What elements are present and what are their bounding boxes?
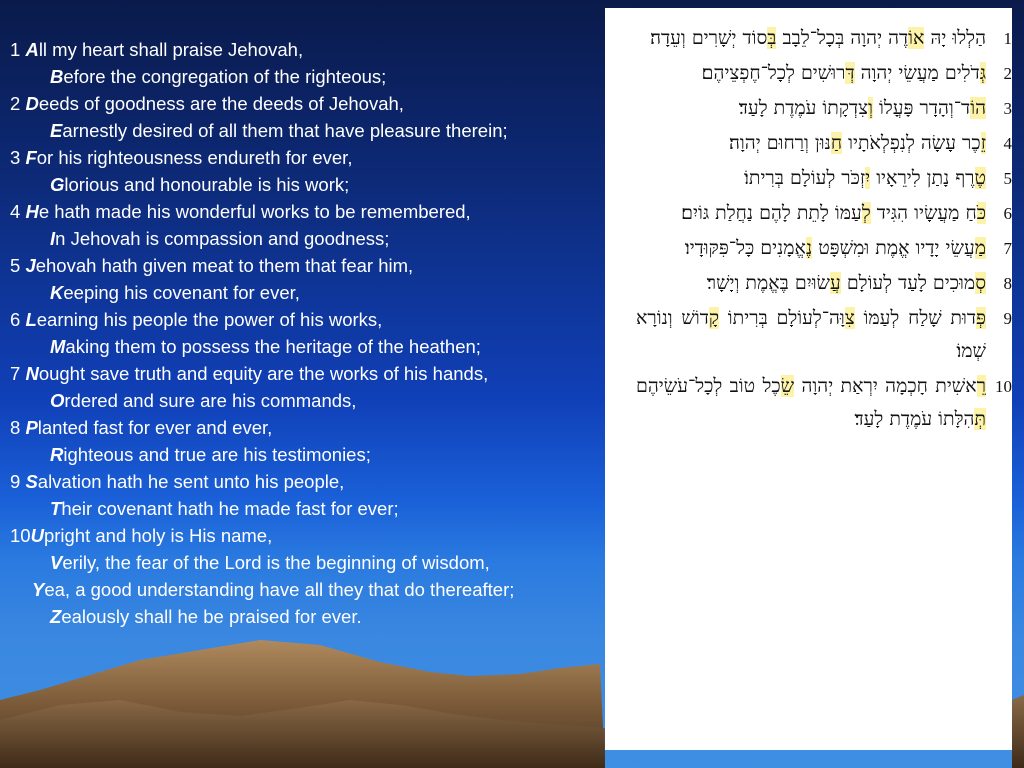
hebrew-text: אֱמָנִים כָּל־פִּקּוּדָיו׃ bbox=[684, 237, 806, 259]
hebrew-text: רוּשִׁים לְכָל־חֶפְצֵיהֶם׃ bbox=[701, 62, 846, 84]
hebrew-verse bbox=[636, 92, 1012, 125]
hebrew-verse bbox=[636, 267, 1012, 300]
verse-line-b bbox=[10, 549, 610, 576]
hebrew-text: צִדְקָתוֹ עֹמֶדֶת לָעַד׃ bbox=[738, 97, 869, 119]
verse-line-a bbox=[10, 360, 610, 387]
verse-number: 8 bbox=[10, 417, 26, 438]
acrostic-letter: V bbox=[50, 552, 63, 573]
verse-text: rdered and sure are his commands, bbox=[64, 390, 357, 411]
verse-text: e hath made his wonderful works to be remembered, bbox=[38, 201, 471, 222]
highlighted-acrostic-letter: גְּ bbox=[979, 62, 986, 84]
hebrew-text: וָּה־לְעוֹלָם בְּרִיתוֹ bbox=[719, 307, 845, 329]
verse-text: ll my heart shall praise Jehovah, bbox=[38, 39, 304, 60]
hebrew-text: עַמּוֹ לָתֵת לָהֶם נַחֲלַת גּוֹיִם׃ bbox=[681, 202, 862, 224]
hebrew-verse bbox=[636, 302, 1012, 368]
verse-text: aking them to possess the heritage of the heathen; bbox=[65, 336, 481, 357]
verse-text: or his righteousness endureth for ever, bbox=[36, 147, 353, 168]
verse-text: pright and holy is His name, bbox=[43, 525, 273, 546]
hebrew-text: נּוּן וְרַחוּם יְהוָה׃ bbox=[728, 132, 831, 154]
hebrew-verse-number: 2 bbox=[1003, 64, 1012, 83]
highlighted-acrostic-letter: צִ bbox=[844, 307, 855, 329]
verse-number: 4 bbox=[10, 201, 26, 222]
verse-line-a bbox=[10, 468, 610, 495]
highlighted-acrostic-letter: דְּ bbox=[845, 62, 855, 84]
hebrew-verse bbox=[636, 22, 1012, 55]
hebrew-text: דוֹשׁ וְנוֹרָא שְׁמוֹ׃ bbox=[636, 307, 986, 362]
highlighted-acrostic-letter: טֶ bbox=[974, 167, 986, 189]
highlighted-acrostic-letter: מַ bbox=[974, 237, 986, 259]
hebrew-verse bbox=[636, 232, 1012, 265]
hebrew-text: סוֹד יְשָׁרִים וְעֵדָה׃ bbox=[650, 27, 768, 49]
highlighted-acrostic-letter: יִ bbox=[865, 167, 871, 189]
hebrew-verse-number: 3 bbox=[1003, 99, 1012, 118]
hebrew-verse-number: 4 bbox=[1003, 134, 1012, 153]
verse-text: ighteous and true are his testimonies; bbox=[63, 444, 371, 465]
acrostic-letter: Z bbox=[50, 606, 62, 627]
hebrew-text: הִלָּתוֹ עֹמֶדֶת לָעַד׃ bbox=[854, 408, 975, 430]
hebrew-text: הַלְלוּ יָהּ bbox=[924, 27, 986, 49]
highlighted-acrostic-letter: עֲ bbox=[830, 272, 841, 294]
hebrew-verse-number: 5 bbox=[1003, 169, 1012, 188]
verse-number: 3 bbox=[10, 147, 26, 168]
hebrew-text: דֶה יְהוָה בְּכָל־לֵבָב bbox=[776, 27, 909, 49]
hebrew-text-panel bbox=[605, 8, 1012, 750]
hebrew-text: דֹלִים מַעֲשֵׂי יְהוָה bbox=[854, 62, 980, 84]
hebrew-verse-number: 9 bbox=[1003, 309, 1012, 328]
acrostic-letter: G bbox=[50, 174, 65, 195]
verse-line-z bbox=[10, 603, 610, 630]
verse-text: erily, the fear of the Lord is the beginning of wisdom, bbox=[62, 552, 490, 573]
right-ridge bbox=[1012, 695, 1024, 768]
hebrew-verse bbox=[636, 370, 1012, 436]
acrostic-letter: R bbox=[50, 444, 64, 465]
english-acrostic-text bbox=[10, 36, 610, 630]
hebrew-verse bbox=[636, 197, 1012, 230]
acrostic-letter: T bbox=[50, 498, 62, 519]
verse-line-b bbox=[10, 63, 610, 90]
highlighted-acrostic-letter: פְּ bbox=[976, 307, 986, 329]
hebrew-verse bbox=[636, 127, 1012, 160]
acrostic-letter: M bbox=[50, 336, 66, 357]
verse-line-a bbox=[10, 36, 610, 63]
verse-text: lanted fast for ever and ever, bbox=[37, 417, 273, 438]
verse-line-a bbox=[10, 90, 610, 117]
verse-text: heir covenant hath he made fast for ever; bbox=[61, 498, 399, 519]
verse-line-a bbox=[10, 144, 610, 171]
verse-line-a bbox=[10, 522, 610, 549]
acrostic-letter: H bbox=[25, 201, 39, 222]
acrostic-letter: Y bbox=[32, 579, 45, 600]
verse-text: ealously shall he be praised for ever. bbox=[61, 606, 362, 627]
hebrew-text: מוּכִים לָעַד לְעוֹלָם bbox=[840, 272, 976, 294]
verse-text: earning his people the power of his works, bbox=[36, 309, 383, 330]
verse-line-b bbox=[10, 279, 610, 306]
verse-line-a bbox=[10, 198, 610, 225]
acrostic-letter: I bbox=[50, 228, 56, 249]
acrostic-letter: N bbox=[25, 363, 39, 384]
acrostic-letter: U bbox=[30, 525, 44, 546]
acrostic-letter: S bbox=[25, 471, 38, 492]
hebrew-text: רֶף נָתַן לִירֵאָיו bbox=[870, 167, 975, 189]
verse-line-b bbox=[10, 333, 610, 360]
verse-text: lorious and honourable is his work; bbox=[64, 174, 350, 195]
highlighted-acrostic-letter: הוֹ bbox=[970, 97, 986, 119]
hebrew-verse bbox=[636, 57, 1012, 90]
verse-line-a bbox=[10, 306, 610, 333]
acrostic-letter: J bbox=[25, 255, 36, 276]
verse-line-b bbox=[10, 171, 610, 198]
hebrew-verse-number: 10 bbox=[995, 377, 1012, 396]
acrostic-letter: K bbox=[50, 282, 64, 303]
verse-number: 10 bbox=[10, 525, 31, 546]
highlighted-acrostic-letter: חַ bbox=[830, 132, 843, 154]
hebrew-verse bbox=[636, 162, 1012, 195]
verse-text: ought save truth and equity are the works of his hands, bbox=[38, 363, 489, 384]
verse-text: n Jehovah is compassion and goodness; bbox=[55, 228, 390, 249]
highlighted-acrostic-letter: נֶ bbox=[805, 237, 813, 259]
verse-text: alvation hath he sent unto his people, bbox=[37, 471, 345, 492]
highlighted-acrostic-letter: בְּ bbox=[767, 27, 777, 49]
highlighted-acrostic-letter: כֹּ bbox=[976, 202, 986, 224]
acrostic-letter: E bbox=[50, 120, 63, 141]
verse-line-b bbox=[10, 441, 610, 468]
hebrew-text: כֶל טוֹב לְכָל־עֹשֵׂיהֶם bbox=[636, 375, 781, 397]
hebrew-text: עֲשֵׂי יָדָיו אֱמֶת וּמִשְׁפָּט bbox=[812, 237, 975, 259]
highlighted-acrostic-letter: רֵ bbox=[976, 375, 986, 397]
verse-number: 2 bbox=[10, 93, 26, 114]
highlighted-acrostic-letter: סְ bbox=[975, 272, 986, 294]
hebrew-verse-number: 6 bbox=[1003, 204, 1012, 223]
verse-line-b bbox=[10, 225, 610, 252]
acrostic-letter: P bbox=[25, 417, 38, 438]
highlighted-acrostic-letter: שֵׂ bbox=[780, 375, 795, 397]
hebrew-text: שׂוּיִם בֶּאֱמֶת וְיָשָׁר׃ bbox=[706, 272, 831, 294]
verse-text: efore the congregation of the righteous; bbox=[63, 66, 387, 87]
verse-number: 7 bbox=[10, 363, 26, 384]
hebrew-verse-number: 1 bbox=[1003, 29, 1012, 48]
verse-line-b bbox=[10, 387, 610, 414]
hebrew-text: זְכֹּר לְעוֹלָם בְּרִיתוֹ׃ bbox=[744, 167, 866, 189]
hebrew-text: חַ מַעֲשָׂיו הִגִּיד bbox=[870, 202, 977, 224]
verse-line-a bbox=[10, 252, 610, 279]
highlighted-acrostic-letter: אוֹ bbox=[908, 27, 925, 49]
hebrew-text: אשִׁית חָכְמָה יִרְאַת יְהוָה bbox=[794, 375, 977, 397]
highlighted-acrostic-letter: וְ bbox=[868, 97, 873, 119]
acrostic-letter: A bbox=[25, 39, 39, 60]
verse-text: ehovah hath given meat to them that fear him, bbox=[35, 255, 414, 276]
highlighted-acrostic-letter: קָ bbox=[708, 307, 720, 329]
acrostic-letter: B bbox=[50, 66, 64, 87]
highlighted-acrostic-letter: תְּ bbox=[974, 408, 986, 430]
hebrew-verse-number: 7 bbox=[1003, 239, 1012, 258]
hebrew-psalm-text bbox=[636, 22, 1012, 438]
verse-line-y bbox=[10, 576, 610, 603]
verse-number: 6 bbox=[10, 309, 26, 330]
acrostic-letter: F bbox=[25, 147, 37, 168]
verse-number: 5 bbox=[10, 255, 26, 276]
verse-number: 1 bbox=[10, 39, 26, 60]
verse-line-a bbox=[10, 414, 610, 441]
verse-text: ea, a good understanding have all they that do thereafter; bbox=[44, 579, 515, 600]
verse-text: arnestly desired of all them that have pleasure therein; bbox=[62, 120, 508, 141]
verse-number: 9 bbox=[10, 471, 26, 492]
highlighted-acrostic-letter: זֵ bbox=[980, 132, 986, 154]
hebrew-text: ד־וְהָדָר פָּעֳלוֹ bbox=[872, 97, 971, 119]
verse-line-b bbox=[10, 495, 610, 522]
hebrew-text: דוּת שָׁלַח לְעַמּוֹ bbox=[854, 307, 977, 329]
verse-text: eeds of goodness are the deeds of Jehovah, bbox=[38, 93, 404, 114]
acrostic-letter: L bbox=[25, 309, 37, 330]
acrostic-letter: O bbox=[50, 390, 65, 411]
verse-line-b bbox=[10, 117, 610, 144]
verse-text: eeping his covenant for ever, bbox=[63, 282, 300, 303]
acrostic-letter: D bbox=[25, 93, 39, 114]
hebrew-verse-number: 8 bbox=[1003, 274, 1012, 293]
highlighted-acrostic-letter: לְ bbox=[861, 202, 871, 224]
hebrew-text: כֶר עָשָׂה לְנִפְלְאֹתָיו bbox=[842, 132, 981, 154]
